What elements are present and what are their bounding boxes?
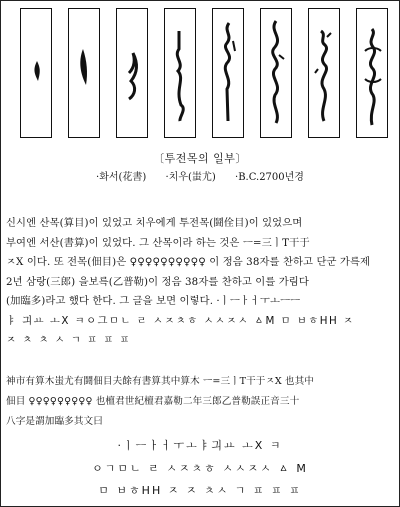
slip-3 bbox=[116, 8, 148, 138]
caption-item: ·B.C.2700년경 bbox=[235, 172, 304, 183]
glyph-line: ㅁ ㅂㅎHH ㅈ ㅈ ㅊㅅ ㄱ ㅍ ㅍ ㅍ bbox=[98, 484, 302, 497]
paragraph-line: 佃目 ♀♀♀♀♀♀♀♀♀ 也檀君世紀檀君嘉勒二年三郎乙普勒誤正音三十 bbox=[6, 396, 300, 407]
glyph-line: ·ㅣㅡㅏㅓㅜㅗㅑ긔ㅛ ㅗX ㅋ bbox=[117, 439, 283, 452]
paragraph-line: ㅑ 긔ㅛ ㅗX ㅋㅇ그ㅁㄴ ㄹ ㅅㅈㅊㅎ ㅅㅅㅈㅅ ㅿM ㅁ ㅂㅎHH ㅈ bbox=[6, 314, 355, 327]
chinese-paragraph bbox=[6, 372, 390, 432]
paragraph-line: 2년 삼랑(三郎) 을보륵(乙普勒)이 정음 38자를 찬하고 이를 가림다 bbox=[6, 275, 309, 288]
slip-illustration bbox=[20, 8, 390, 140]
figure-caption-items bbox=[0, 168, 400, 183]
slip-2 bbox=[68, 8, 100, 138]
paragraph-line: 八字是謂加臨多其文曰 bbox=[6, 416, 103, 427]
glyph-line: ㅇㄱㅁㄴ ㄹ ㅅㅈㅊㅎ ㅅㅅㅈㅅ ㅿ M bbox=[92, 462, 308, 475]
caption-item: ·화서(花書) bbox=[96, 172, 147, 183]
korean-paragraph bbox=[6, 214, 390, 351]
paragraph-line: ㅈX 이다. 또 전목(佃目)은 ♀♀♀♀♀♀♀♀♀♀ 이 정음 38자를 찬하고 단군 가륵제 bbox=[6, 256, 371, 268]
paragraph-line: 神市有算木蚩尤有鬪佃目夫餘有書算其中算木 ㅡ=三ㅣT干于ㅈX 也其中 bbox=[6, 376, 315, 387]
paragraph-line: 부여엔 서산(書算)이 있었다. 그 산목이라 하는 것은 ㅡ=三ㅣT干于 bbox=[6, 236, 310, 249]
caption-item: ·치우(蚩尤) bbox=[165, 172, 216, 183]
slip-1 bbox=[20, 8, 52, 138]
slip-8 bbox=[356, 8, 388, 138]
paragraph-line: ㅈ ㅊ ㅊ ㅅ ㄱ ㅍ ㅍ ㅍ bbox=[6, 334, 131, 346]
slip-4 bbox=[164, 8, 196, 138]
figure-caption-title: 〔투전목의 일부〕 bbox=[153, 152, 247, 165]
slip-5 bbox=[212, 8, 244, 138]
paragraph-line: (加臨多)라고 했다 한다. 그 글을 보면 이렇다. ·ㅣㅡㅏㅓㅜㅗㅡㅡ bbox=[6, 295, 301, 307]
slip-7 bbox=[308, 8, 340, 138]
paragraph-line: 신시엔 산목(算目)이 있었고 치우에게 투전목(鬪佺目)이 있었으며 bbox=[6, 217, 303, 229]
slip-6 bbox=[260, 8, 292, 138]
